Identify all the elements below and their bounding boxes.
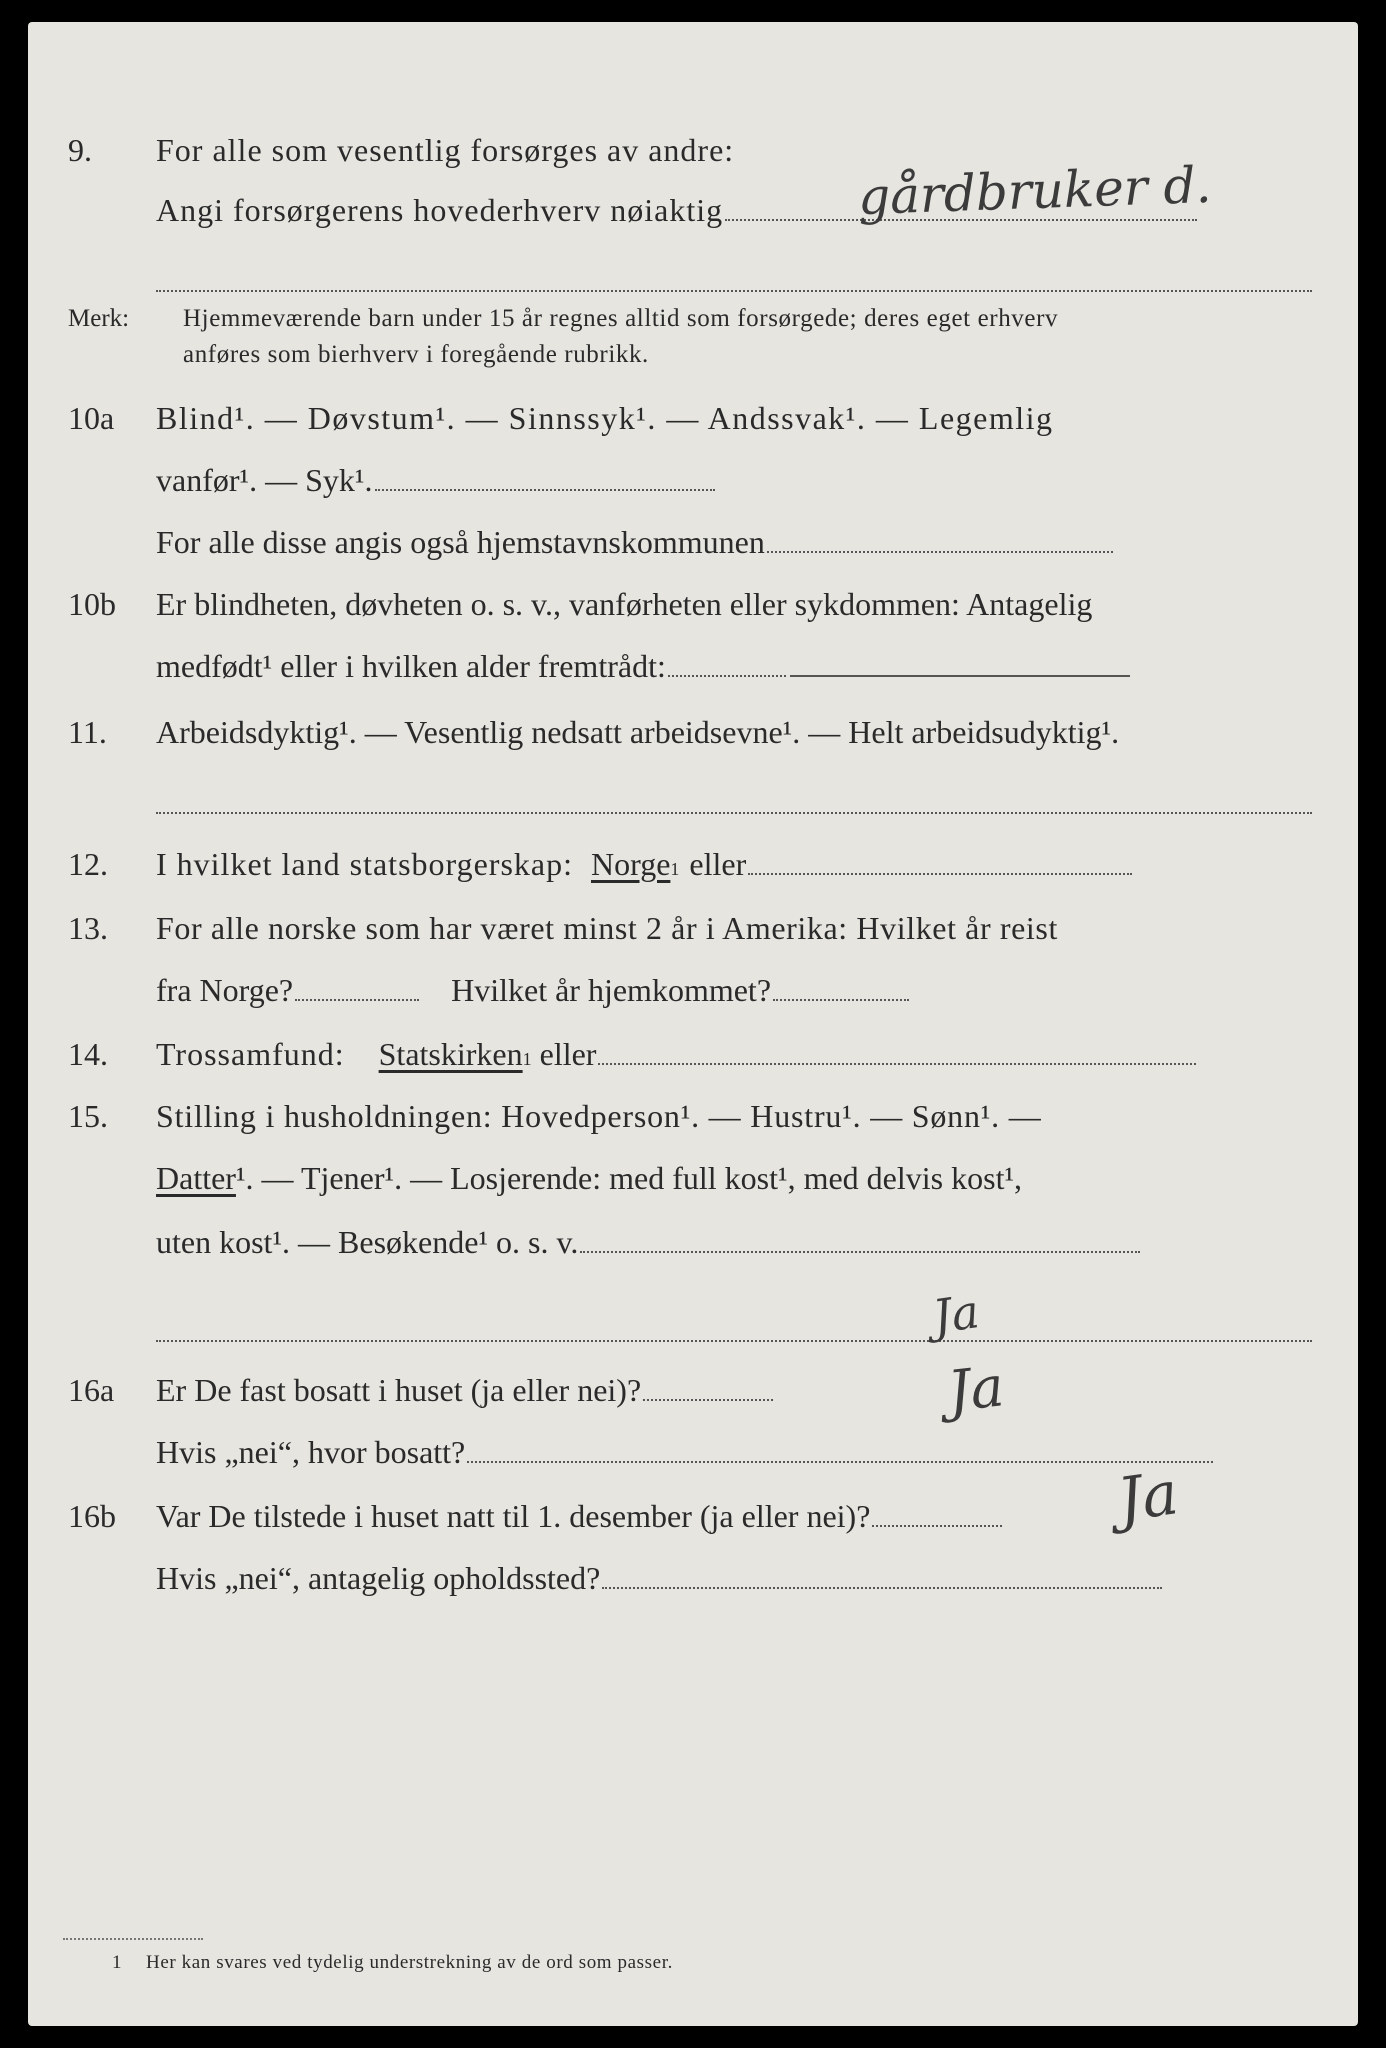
- question-text: Var De tilstede i huset natt til 1. desember (ja eller nei)?: [156, 1498, 871, 1534]
- handwritten-answer: gårdbruker d.: [857, 155, 1213, 227]
- answer-line[interactable]: [156, 1340, 1312, 1342]
- census-form-page: 9. For alle som vesentlig forsørges av andre: Angi forsørgerens hovederhverv nøiaktig gårdbruker d. Merk: Hjemmeværende barn under 15 år regnes alltid som forsørgede; deres eget erhverv anføres som bierhverv i foregående rubrikk. 10a Blind¹. — Døvstum¹. — Sinnssyk¹. — Andssvak¹. — Legemlig vanfør¹. — Syk¹. For alle disse angis også hjemstavnskommunen 10b Er blindheten, døvheten o. s. v., vanførheten eller sykdommen: Antagelig medfødt¹ eller i hvilken alder fremtrådt: 11. Arbeidsdyktig¹. — Vesentlig nedsatt arbeidsevne¹. — Helt arbeidsudyktig¹. 12. I hvilket land statsborgerskap: Norge 1 eller 13. For alle norske som har været minst 2 år i Amerika: Hvilket år reist fra Norge? Hvilket år hjemkommet? 14. Trossamfund: Statskirken 1 eller 15. Stilling i husholdningen: Hovedperson¹. — Hustru¹. — Sønn¹. — Datter ¹. — Tjener¹. — Losjerende: med full kost¹, med delvis kost¹, uten kost¹. — Besøkende¹ o. s. v. Ja 16a Er De fast bosatt i huset (ja eller nei)? Ja Hvis „nei“, hvor bosatt? 16b Var De tilstede i huset natt til 1. desember (ja eller nei)? Ja Hvis „nei“, antagelig opholdssted? 1 Her kan svares ved tydelig understrekning av de ord som passer.: [28, 22, 1358, 2026]
- question-number: 10b: [68, 586, 116, 622]
- footnote-divider: [63, 1938, 203, 1940]
- footnote-text: Her kan svares ved tydelig understrekning av de ord som passer.: [146, 1952, 673, 1973]
- answer-line[interactable]: [156, 290, 1312, 292]
- question-text: For alle disse angis også hjemstavnskommunen: [156, 524, 765, 560]
- answer-line[interactable]: [375, 467, 715, 491]
- handwritten-answer: Ja: [929, 1284, 983, 1344]
- question-number: 10a: [68, 400, 115, 436]
- question-number: 16a: [68, 1372, 115, 1408]
- question-text: Blind¹. — Døvstum¹. — Sinnssyk¹. — Andssvak¹. — Legemlig: [156, 400, 1054, 436]
- answer-line[interactable]: [668, 653, 786, 677]
- answer-line[interactable]: [598, 1041, 1196, 1065]
- question-text: vanfør¹. — Syk¹.: [156, 462, 373, 498]
- question-text: I hvilket land statsborgerskap:: [156, 846, 573, 882]
- answer-line[interactable]: [156, 812, 1312, 814]
- question-number: 16b: [68, 1498, 116, 1534]
- question-text: eller: [689, 846, 747, 882]
- question-number: 9.: [68, 132, 92, 168]
- question-number: 12.: [68, 846, 108, 882]
- question-text: For alle norske som har været minst 2 år i Amerika: Hvilket år reist: [156, 910, 1058, 946]
- question-text: fra Norge?: [156, 972, 294, 1008]
- answer-line[interactable]: [790, 653, 1130, 677]
- note-label: Merk:: [68, 305, 130, 332]
- question-number: 15.: [68, 1098, 108, 1134]
- underlined-answer: Statskirken: [378, 1036, 523, 1072]
- note-text: anføres som bierhverv i foregående rubrikk.: [183, 341, 649, 368]
- question-text: Trossamfund:: [156, 1036, 345, 1072]
- question-text: eller: [539, 1036, 597, 1072]
- question-text: Stilling i husholdningen: Hovedperson¹. — Hustru¹. — Sønn¹. —: [156, 1098, 1042, 1134]
- answer-line[interactable]: [295, 977, 419, 1001]
- question-text: Arbeidsdyktig¹. — Vesentlig nedsatt arbeidsevne¹. — Helt arbeidsudyktig¹.: [156, 714, 1120, 750]
- answer-line[interactable]: [643, 1377, 773, 1401]
- question-number: 14.: [68, 1036, 108, 1072]
- question-text: Er De fast bosatt i huset (ja eller nei)?: [156, 1372, 642, 1408]
- handwritten-answer: Ja: [1113, 1458, 1183, 1536]
- footnote-mark: 1: [112, 1952, 122, 1973]
- answer-line[interactable]: [748, 851, 1132, 875]
- underlined-answer: Datter: [156, 1160, 236, 1196]
- question-text: ¹. — Tjener¹. — Losjerende: med full kost¹, med delvis kost¹,: [235, 1160, 1023, 1196]
- answer-line[interactable]: [580, 1229, 1140, 1253]
- question-text: Hvis „nei“, hvor bosatt?: [156, 1434, 466, 1470]
- question-text: Hvilket år hjemkommet?: [451, 972, 772, 1008]
- answer-line[interactable]: [773, 977, 909, 1001]
- answer-line[interactable]: [872, 1503, 1002, 1527]
- underlined-answer: Norge: [591, 846, 671, 882]
- answer-line[interactable]: [602, 1565, 1162, 1589]
- note-text: Hjemmeværende barn under 15 år regnes alltid som forsørgede; deres eget erhverv: [183, 305, 1059, 332]
- question-text: uten kost¹. — Besøkende¹ o. s. v.: [156, 1224, 579, 1260]
- question-text: Hvis „nei“, antagelig opholdssted?: [156, 1560, 601, 1596]
- question-number: 11.: [68, 714, 107, 750]
- question-text: Er blindheten, døvheten o. s. v., vanførheten eller sykdommen: Antagelig: [156, 586, 1093, 622]
- question-text: medfødt¹ eller i hvilken alder fremtrådt:: [156, 648, 666, 684]
- question-text: Angi forsørgerens hovederhverv nøiaktig: [156, 192, 724, 228]
- answer-line[interactable]: [767, 529, 1113, 553]
- handwritten-answer: Ja: [944, 1354, 1008, 1425]
- question-text: For alle som vesentlig forsørges av andre:: [156, 132, 735, 168]
- question-number: 13.: [68, 910, 108, 946]
- answer-line[interactable]: [467, 1439, 1213, 1463]
